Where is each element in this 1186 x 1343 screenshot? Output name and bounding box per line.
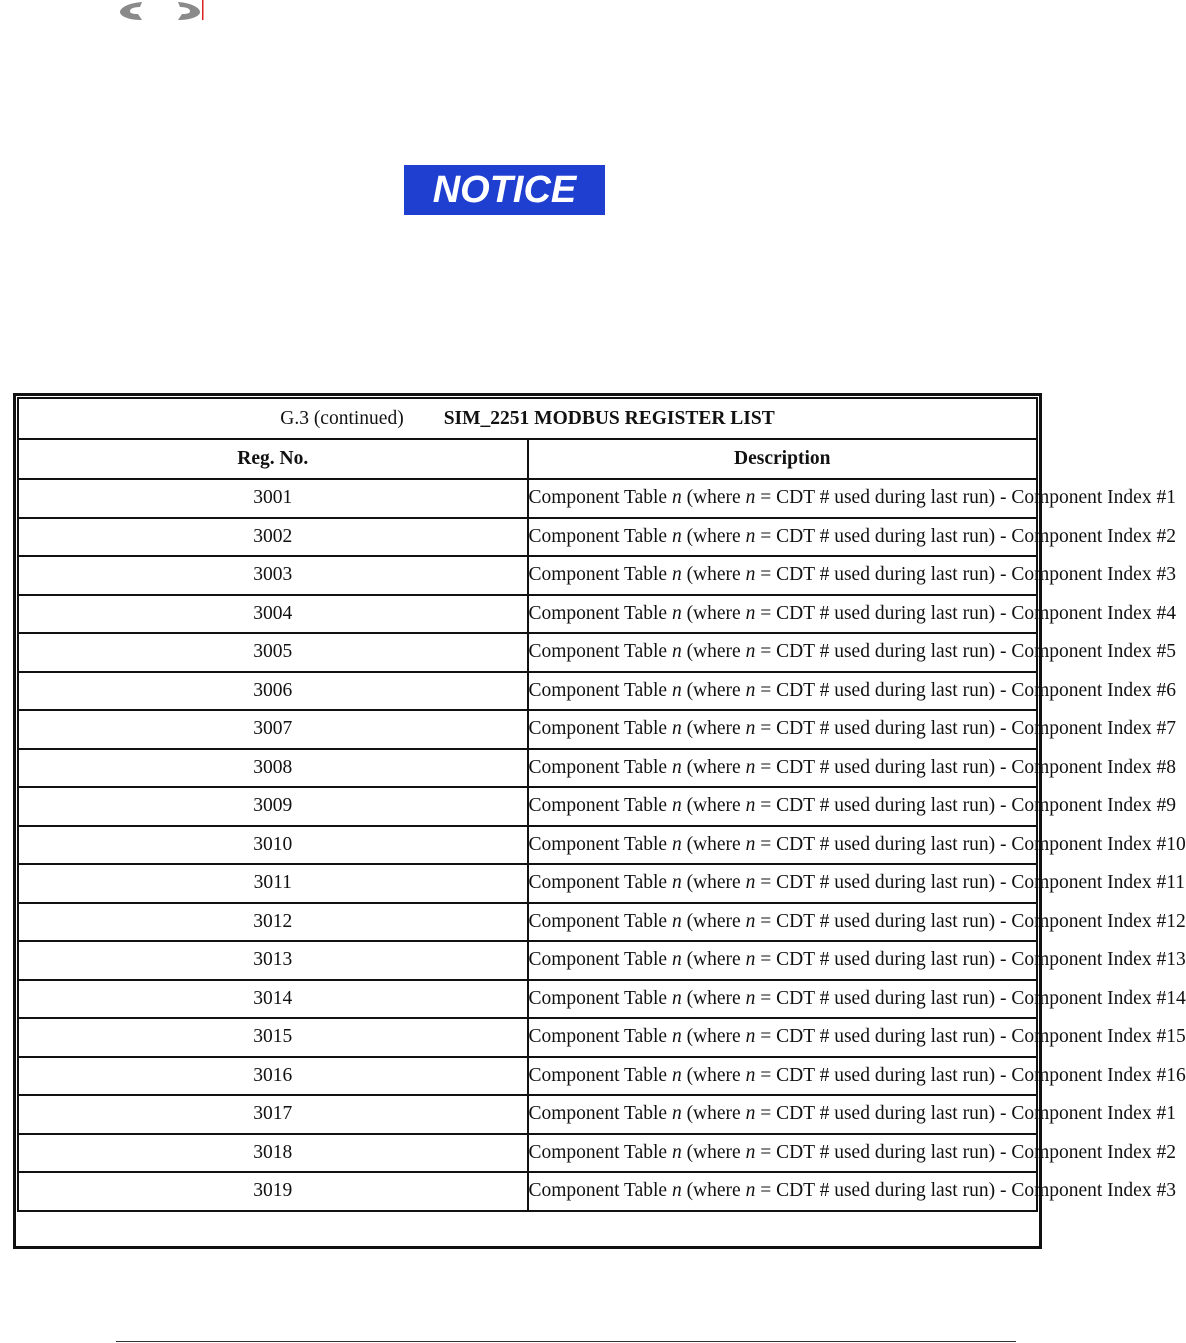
reg-no-cell: 3008 [18, 749, 528, 788]
variable-n: n [671, 949, 682, 971]
description-text: Component Table [528, 1103, 672, 1125]
description-text: Component Table [528, 564, 672, 586]
description-cell [528, 479, 1176, 518]
reg-no-cell: 3014 [18, 980, 528, 1019]
reg-no-cell: 3007 [18, 710, 528, 749]
reg-no-cell: 3013 [18, 941, 528, 980]
header-description: Description [528, 439, 1038, 479]
description-text: (where [681, 987, 746, 1009]
description-text: Component Table [528, 949, 672, 971]
description-text: = CDT # used during last run) - Component Index #9 [755, 795, 1176, 817]
description-text: = CDT # used during last run) - Component Index #1 [755, 487, 1176, 509]
description-text: (where [681, 487, 746, 509]
variable-n: n [745, 833, 756, 855]
description-text: Component Table [528, 679, 672, 701]
variable-n: n [671, 756, 682, 778]
description-cell [528, 556, 1176, 595]
description-text: = CDT # used during last run) - Component Index #11 [755, 872, 1185, 894]
variable-n: n [745, 564, 756, 586]
variable-n: n [745, 987, 756, 1009]
variable-n: n [745, 1103, 756, 1125]
description-text: Component Table [528, 1180, 672, 1202]
description-text: Component Table [528, 756, 672, 778]
variable-n: n [671, 602, 682, 624]
description-cell [528, 864, 1185, 903]
description-cell [528, 710, 1176, 749]
description-text: = CDT # used during last run) - Component Index #3 [755, 1180, 1176, 1202]
description-text: (where [681, 1103, 746, 1125]
description-text: Component Table [528, 525, 672, 547]
variable-n: n [745, 1141, 756, 1163]
reg-no-cell: 3003 [18, 556, 528, 595]
variable-n: n [745, 795, 756, 817]
description-cell [528, 1057, 1186, 1096]
description-text: (where [681, 910, 746, 932]
variable-n: n [671, 679, 682, 701]
description-cell [528, 595, 1176, 634]
variable-n: n [671, 1064, 682, 1086]
description-text: = CDT # used during last run) - Component Index #8 [755, 756, 1176, 778]
table-row [18, 749, 1037, 788]
reg-no-cell: 3011 [18, 864, 528, 903]
description-text: = CDT # used during last run) - Component Index #10 [755, 833, 1186, 855]
description-text: = CDT # used during last run) - Component Index #2 [755, 1141, 1176, 1163]
description-cell [528, 826, 1186, 865]
table-header-row [18, 439, 1037, 479]
description-text: (where [681, 718, 746, 740]
description-text: Component Table [528, 987, 672, 1009]
table-row [18, 1172, 1037, 1211]
table-row [18, 1057, 1037, 1096]
reg-no-cell: 3001 [18, 479, 528, 518]
variable-n: n [745, 756, 756, 778]
table-row [18, 633, 1037, 672]
variable-n: n [671, 718, 682, 740]
description-text: = CDT # used during last run) - Component Index #7 [755, 718, 1176, 740]
description-text: Component Table [528, 833, 672, 855]
description-text: = CDT # used during last run) - Component Index #4 [755, 602, 1176, 624]
table-caption-row [18, 398, 1037, 439]
description-text: (where [681, 1026, 746, 1048]
reg-no-cell: 3018 [18, 1134, 528, 1173]
description-text: (where [681, 833, 746, 855]
variable-n: n [745, 679, 756, 701]
description-text: (where [681, 795, 746, 817]
variable-n: n [671, 987, 682, 1009]
reg-no-cell: 3005 [18, 633, 528, 672]
description-text: (where [681, 1141, 746, 1163]
table-row [18, 903, 1037, 942]
description-text: Component Table [528, 1064, 672, 1086]
description-text: (where [681, 679, 746, 701]
header-reg-no: Reg. No. [18, 439, 528, 479]
description-text: = CDT # used during last run) - Component Index #14 [755, 987, 1186, 1009]
variable-n: n [671, 872, 682, 894]
modbus-register-table [17, 397, 1186, 1212]
variable-n: n [671, 1026, 682, 1048]
description-cell [528, 980, 1186, 1019]
table-row [18, 1095, 1037, 1134]
table-row [18, 941, 1037, 980]
variable-n: n [671, 910, 682, 932]
variable-n: n [745, 949, 756, 971]
reg-no-cell: 3017 [18, 1095, 528, 1134]
variable-n: n [745, 1180, 756, 1202]
description-text: (where [681, 949, 746, 971]
reg-no-cell: 3002 [18, 518, 528, 557]
description-text: = CDT # used during last run) - Component Index #13 [755, 949, 1186, 971]
caption-title: SIM_2251 MODBUS REGISTER LIST [443, 407, 775, 429]
reg-no-cell: 3010 [18, 826, 528, 865]
table-row [18, 1134, 1037, 1173]
variable-n: n [745, 641, 756, 663]
description-text: = CDT # used during last run) - Component Index #12 [755, 910, 1186, 932]
table-row [18, 980, 1037, 1019]
description-cell [528, 787, 1176, 826]
variable-n: n [671, 795, 682, 817]
company-logo-mark [116, 0, 208, 22]
variable-n: n [671, 1141, 682, 1163]
reg-no-cell: 3006 [18, 672, 528, 711]
table-row [18, 595, 1037, 634]
reg-no-cell: 3012 [18, 903, 528, 942]
variable-n: n [671, 641, 682, 663]
description-text: = CDT # used during last run) - Component Index #16 [755, 1064, 1186, 1086]
description-text: = CDT # used during last run) - Component Index #5 [755, 641, 1176, 663]
description-text: (where [681, 602, 746, 624]
variable-n: n [671, 525, 682, 547]
description-text: Component Table [528, 602, 672, 624]
description-text: (where [681, 564, 746, 586]
notice-badge: NOTICE [404, 165, 605, 215]
description-cell [528, 1018, 1186, 1057]
table-row [18, 826, 1037, 865]
description-cell [528, 903, 1186, 942]
footer-rule [116, 1341, 1016, 1342]
variable-n: n [745, 872, 756, 894]
table-row [18, 479, 1037, 518]
variable-n: n [745, 525, 756, 547]
description-text: = CDT # used during last run) - Component Index #6 [755, 679, 1176, 701]
description-text: Component Table [528, 718, 672, 740]
description-text: Component Table [528, 641, 672, 663]
description-cell [528, 518, 1176, 557]
variable-n: n [671, 833, 682, 855]
description-text: (where [681, 756, 746, 778]
description-cell [528, 941, 1186, 980]
reg-no-cell: 3015 [18, 1018, 528, 1057]
description-text: (where [681, 1064, 746, 1086]
description-text: (where [681, 641, 746, 663]
description-text: Component Table [528, 487, 672, 509]
description-text: = CDT # used during last run) - Component Index #15 [755, 1026, 1186, 1048]
description-cell [528, 749, 1176, 788]
description-text: = CDT # used during last run) - Component Index #3 [755, 564, 1176, 586]
caption-section-ref: G.3 (continued) [280, 407, 404, 429]
variable-n: n [671, 1103, 682, 1125]
description-text: Component Table [528, 1026, 672, 1048]
table-body [18, 479, 1186, 1211]
description-text: Component Table [528, 872, 672, 894]
description-cell [528, 1134, 1176, 1173]
variable-n: n [745, 602, 756, 624]
description-text: Component Table [528, 1141, 672, 1163]
variable-n: n [671, 1180, 682, 1202]
table-row [18, 672, 1037, 711]
reg-no-cell: 3009 [18, 787, 528, 826]
table-row [18, 864, 1037, 903]
table-row [18, 787, 1037, 826]
description-text: = CDT # used during last run) - Component Index #1 [755, 1103, 1176, 1125]
variable-n: n [671, 487, 682, 509]
variable-n: n [745, 487, 756, 509]
description-text: Component Table [528, 910, 672, 932]
variable-n: n [745, 718, 756, 740]
table-row [18, 556, 1037, 595]
table-row [18, 1018, 1037, 1057]
description-cell [528, 1172, 1176, 1211]
description-cell [528, 1095, 1176, 1134]
variable-n: n [745, 1064, 756, 1086]
variable-n: n [745, 1026, 756, 1048]
table-row [18, 710, 1037, 749]
table-caption [18, 398, 1037, 439]
description-text: (where [681, 1180, 746, 1202]
reg-no-cell: 3004 [18, 595, 528, 634]
reg-no-cell: 3019 [18, 1172, 528, 1211]
description-text: (where [681, 525, 746, 547]
description-text: Component Table [528, 795, 672, 817]
description-cell [528, 672, 1176, 711]
variable-n: n [671, 564, 682, 586]
variable-n: n [745, 910, 756, 932]
description-text: (where [681, 872, 746, 894]
description-cell [528, 633, 1176, 672]
description-text: = CDT # used during last run) - Component Index #2 [755, 525, 1176, 547]
reg-no-cell: 3016 [18, 1057, 528, 1096]
table-row [18, 518, 1037, 557]
